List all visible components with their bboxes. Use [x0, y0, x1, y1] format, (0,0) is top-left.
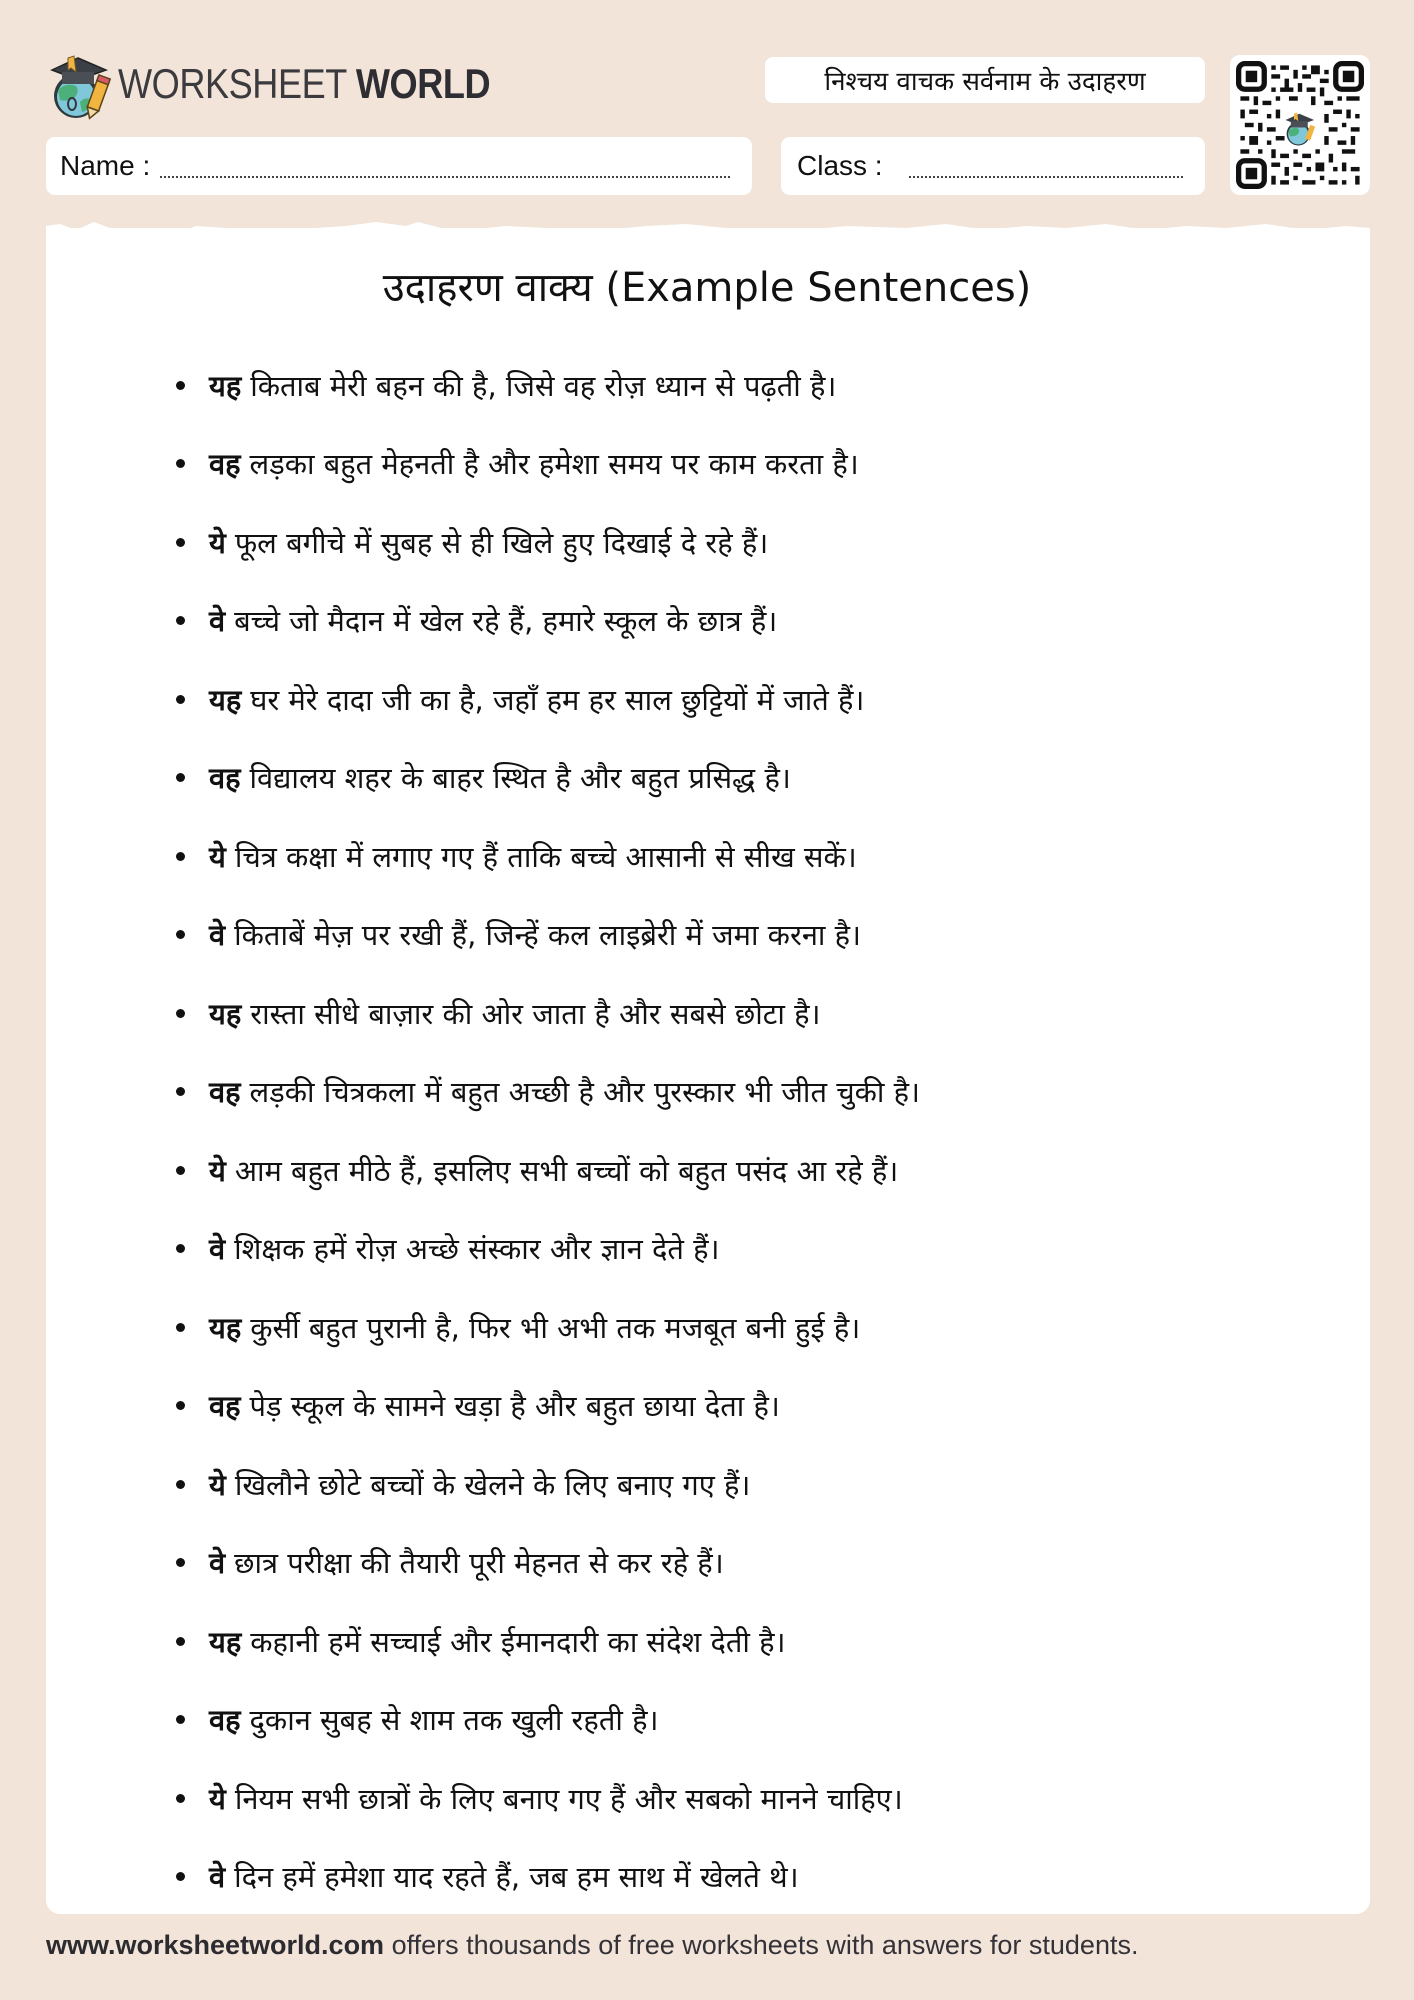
sentence-text: किताब मेरी बहन की है, जिसे वह रोज़ ध्यान से पढ़ती है। — [250, 368, 837, 403]
sentence-text: घर मेरे दादा जी का है, जहाँ हम हर साल छुट्टियों में जाते हैं। — [250, 682, 865, 717]
class-label: Class : — [797, 150, 883, 181]
sentence-text: दुकान सुबह से शाम तक खुली रहती है। — [249, 1703, 659, 1738]
bullet-icon — [176, 1872, 185, 1881]
pronoun: यह — [209, 1624, 242, 1659]
bullet-icon — [176, 1166, 185, 1175]
list-item — [176, 1131, 920, 1210]
sentence-text: कुर्सी बहुत पुरानी है, फिर भी अभी तक मजबूत बनी हुई है। — [250, 1310, 861, 1345]
list-item — [176, 582, 920, 661]
bullet-icon — [176, 773, 185, 782]
qr-code — [1230, 55, 1370, 195]
bullet-icon — [176, 1637, 185, 1646]
list-item — [176, 896, 920, 975]
footer-site-link[interactable]: www.worksheetworld.com — [46, 1930, 385, 1960]
pronoun: यह — [209, 368, 242, 403]
example-sentences-list — [176, 346, 920, 1916]
bullet-icon — [176, 1087, 185, 1096]
pronoun: ये — [209, 839, 226, 874]
sentence-text: बच्चे जो मैदान में खेल रहे हैं, हमारे स्कूल के छात्र हैं। — [234, 604, 778, 639]
list-item — [176, 503, 920, 582]
bullet-icon — [176, 1794, 185, 1803]
sentence-text: कहानी हमें सच्चाई और ईमानदारी का संदेश देती है। — [250, 1624, 786, 1659]
list-item — [176, 1602, 920, 1681]
list-item — [176, 425, 920, 504]
bullet-icon — [176, 930, 185, 939]
pronoun: वे — [209, 1860, 226, 1895]
topic-label: निश्चय वाचक सर्वनाम के उदाहरण — [824, 67, 1146, 97]
pronoun: वह — [209, 447, 241, 482]
sentence-text: नियम सभी छात्रों के लिए बनाए गए हैं और सबको मानने चाहिए। — [234, 1781, 903, 1816]
list-item — [176, 1524, 920, 1603]
brand-logo — [46, 46, 551, 122]
bullet-icon — [176, 695, 185, 704]
bullet-icon — [176, 1480, 185, 1489]
sentence-text: चित्र कक्षा में लगाए गए हैं ताकि बच्चे आसानी से सीख सकें। — [234, 839, 857, 874]
pronoun: वे — [209, 1232, 226, 1267]
bullet-icon — [176, 1323, 185, 1332]
list-item — [176, 1681, 920, 1760]
list-item — [176, 1759, 920, 1838]
pronoun: यह — [209, 1310, 242, 1345]
sentence-text: खिलौने छोटे बच्चों के खेलने के लिए बनाए गए हैं। — [234, 1467, 751, 1502]
brand-name: WORKSHEET WORLD — [118, 60, 491, 107]
list-item — [176, 660, 920, 739]
sentence-text: विद्यालय शहर के बाहर स्थित है और बहुत प्रसिद्ध है। — [249, 761, 791, 796]
sentence-text: दिन हमें हमेशा याद रहते हैं, जब हम साथ में खेलते थे। — [234, 1860, 799, 1895]
sentence-text: लड़का बहुत मेहनती है और हमेशा समय पर काम करता है। — [249, 447, 859, 482]
list-item — [176, 1445, 920, 1524]
pronoun: ये — [209, 1153, 226, 1188]
footer-note — [46, 1930, 1138, 1961]
pronoun: वे — [209, 918, 226, 953]
list-item — [176, 346, 920, 425]
pronoun: वे — [209, 604, 226, 639]
name-label: Name : — [60, 150, 151, 181]
list-item — [176, 739, 920, 818]
sentence-text: छात्र परीक्षा की तैयारी पूरी मेहनत से कर रहे हैं। — [234, 1546, 724, 1581]
pronoun: ये — [209, 1781, 226, 1816]
pronoun: वह — [209, 1703, 241, 1738]
bullet-icon — [176, 1244, 185, 1253]
bullet-icon — [176, 1009, 185, 1018]
pronoun: वह — [209, 761, 241, 796]
bullet-icon — [176, 459, 185, 468]
bullet-icon — [176, 616, 185, 625]
sentence-text: किताबें मेज़ पर रखी हैं, जिन्हें कल लाइब्रेरी में जमा करना है। — [234, 918, 862, 953]
list-item — [176, 1367, 920, 1446]
pronoun: वह — [209, 1075, 241, 1110]
pronoun: ये — [209, 525, 226, 560]
name-field[interactable] — [46, 137, 752, 195]
pronoun: वह — [209, 1389, 241, 1424]
sentence-text: शिक्षक हमें रोज़ अच्छे संस्कार और ज्ञान देते हैं। — [234, 1232, 720, 1267]
bullet-icon — [176, 538, 185, 547]
sentence-text: फूल बगीचे में सुबह से ही खिले हुए दिखाई दे रहे हैं। — [234, 525, 769, 560]
bullet-icon — [176, 1558, 185, 1567]
bullet-icon — [176, 381, 185, 390]
topic-label-box — [765, 57, 1205, 103]
pronoun: ये — [209, 1467, 226, 1502]
list-item — [176, 974, 920, 1053]
class-input-line[interactable] — [909, 154, 1183, 178]
section-title: उदाहरण वाक्य (Example Sentences) — [382, 265, 1032, 311]
list-item — [176, 1288, 920, 1367]
sentence-text: रास्ता सीधे बाज़ार की ओर जाता है और सबसे छोटा है। — [250, 996, 821, 1031]
name-input-line[interactable] — [160, 154, 730, 178]
class-field[interactable] — [781, 137, 1205, 195]
bullet-icon — [176, 1401, 185, 1410]
pronoun: यह — [209, 682, 242, 717]
sentence-text: आम बहुत मीठे हैं, इसलिए सभी बच्चों को बहुत पसंद आ रहे हैं। — [234, 1153, 899, 1188]
list-item — [176, 1838, 920, 1917]
list-item — [176, 1053, 920, 1132]
pronoun: वे — [209, 1546, 226, 1581]
bullet-icon — [176, 852, 185, 861]
footer-text: offers thousands of free worksheets with answers for students. — [384, 1930, 1139, 1960]
sentence-text: पेड़ स्कूल के सामने खड़ा है और बहुत छाया देता है। — [249, 1389, 780, 1424]
list-item — [176, 1210, 920, 1289]
list-item — [176, 817, 920, 896]
qr-code-icon — [1236, 61, 1364, 189]
pronoun: यह — [209, 996, 242, 1031]
sentence-text: लड़की चित्रकला में बहुत अच्छी है और पुरस्कार भी जीत चुकी है। — [249, 1075, 921, 1110]
bullet-icon — [176, 1715, 185, 1724]
globe-graduation-cap-pencil-logo-icon — [46, 46, 112, 122]
